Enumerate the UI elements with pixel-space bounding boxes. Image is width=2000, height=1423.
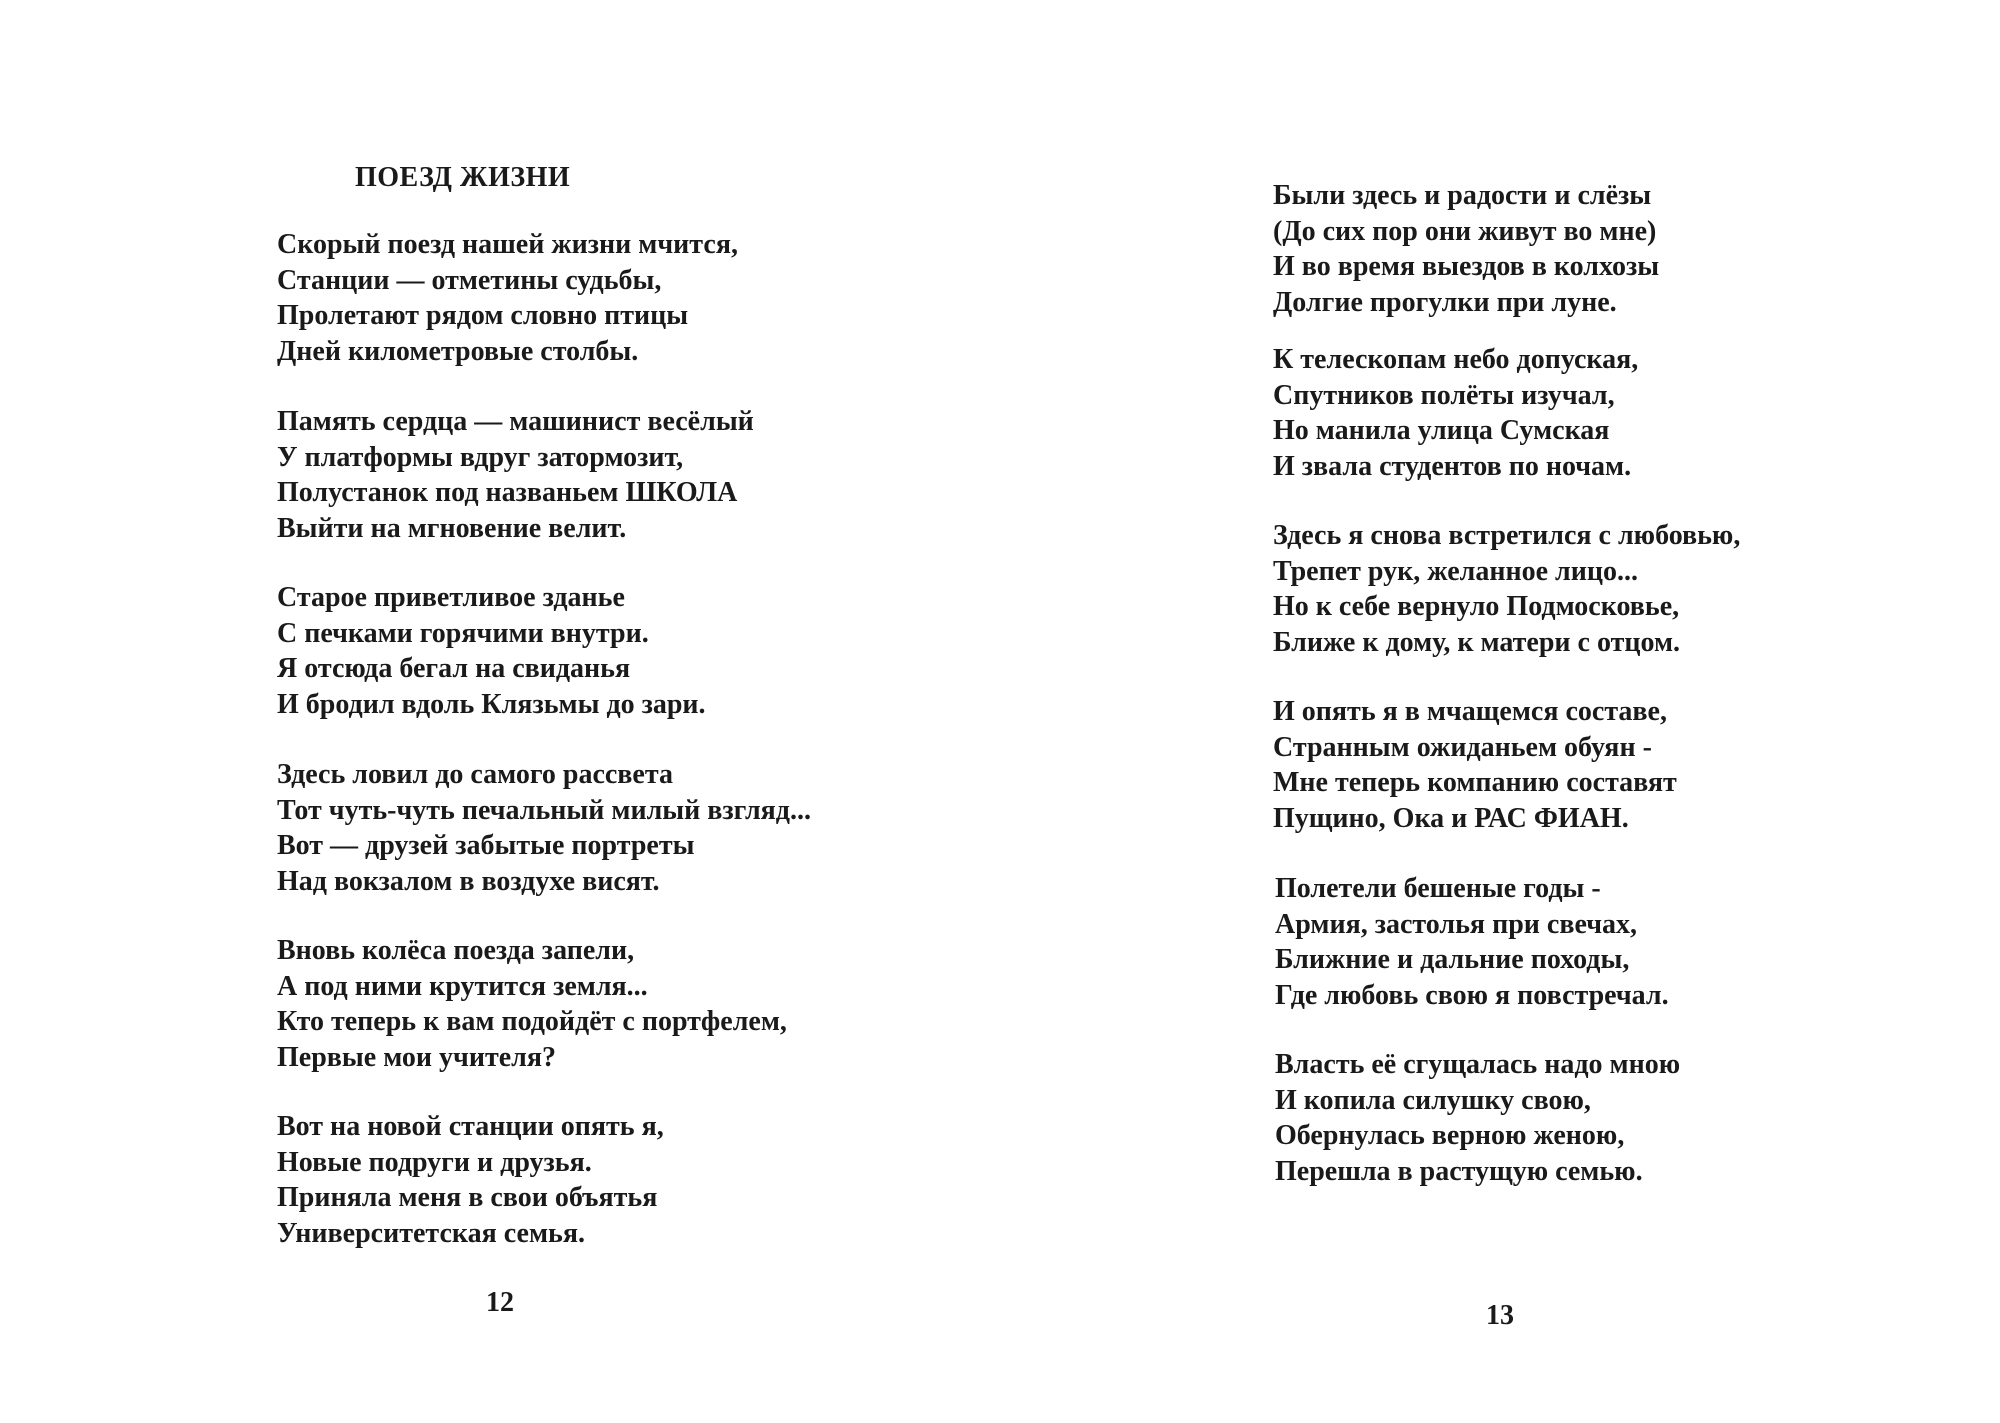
poem-line: Здесь я снова встретился с любовью, [1273,520,1741,551]
poem-line: Приняла меня в свои объятья [277,1182,658,1213]
poem-line: Скорый поезд нашей жизни мчится, [277,229,738,260]
poem-line: Университетская семья. [277,1217,585,1249]
poem-line: Кто теперь к вам подойдёт с портфелем, [277,1006,787,1037]
poem-line: И опять я в мчащемся составе, [1273,696,1667,727]
poem-line: Были здесь и радости и слёзы [1273,180,1652,211]
poem-line: Спутников полёты изучал, [1273,379,1615,411]
poem-line: Станции — отметины судьбы, [277,264,662,296]
poem-line: Власть её сгущалась надо мною [1275,1049,1681,1080]
poem-line: Ближе к дому, к матери с отцом. [1273,626,1681,658]
poem-line: Полетели бешеные годы - [1275,873,1601,904]
poem-line: И во время выездов в колхозы [1273,251,1660,282]
poem-line: Здесь ловил до самого рассвета [277,759,673,790]
stanza-4 [277,757,811,899]
poem-title: ПОЕЗД ЖИЗНИ [355,162,571,193]
stanza-6 [1275,1047,1680,1189]
poem-line: И звала студентов по ночам. [1273,450,1632,482]
poem-line: Пущино, Ока и РАС ФИАН. [1273,802,1629,834]
poem-line: Первые мои учителя? [277,1041,556,1073]
poem-line: И копила силушку свою, [1275,1084,1591,1116]
poem-line: У платформы вдруг затормозит, [277,441,684,473]
poem-line: Армия, застолья при свечах, [1275,908,1637,940]
poem-line: Вот на новой станции опять я, [277,1111,664,1142]
poem-line: Перешла в растущую семью. [1275,1155,1643,1187]
poem-line: (До сих пор они живут во мне) [1273,215,1657,247]
stanza-2 [1273,342,1638,484]
poem-line: А под ними крутится земля... [277,970,648,1002]
poem-line: Но к себе вернуло Подмосковье, [1273,591,1680,622]
poem-line: К телескопам небо допуская, [1273,344,1639,375]
page-number: 12 [486,1287,514,1318]
stanza-3 [277,580,706,722]
stanza-5 [1275,871,1669,1013]
poem-line: Мне теперь компанию составят [1273,767,1677,798]
poem-line: Вот — друзей забытые портреты [277,830,695,861]
poem-line: Старое приветливое зданье [277,582,625,613]
poem-line: Я отсюда бегал на свиданья [277,653,631,684]
poem-line: Память сердца — машинист весёлый [277,406,754,437]
right-page [1000,0,2000,1423]
poem-line: Обернулась верною женою, [1275,1120,1625,1151]
stanza-1 [1273,178,1659,320]
poem-line: Долгие прогулки при луне. [1273,286,1617,318]
poem-line: Тот чуть-чуть печальный милый взгляд... [277,794,811,826]
poem-line: Странным ожиданьем обуян - [1273,731,1652,763]
poem-line: Над вокзалом в воздухе висят. [277,865,660,897]
poem-line: Трепет рук, желанное лицо... [1273,555,1638,587]
poem-line: Пролетают рядом словно птицы [277,300,689,331]
stanza-1 [277,227,738,369]
poem-line: Где любовь свою я повстречал. [1275,979,1669,1011]
stanza-3 [1273,518,1740,660]
poem-line: Ближние и дальние походы, [1275,944,1630,975]
poem-line: Вновь колёса поезда запели, [277,935,635,966]
poem-line: Полустанок под названьем ШКОЛА [277,477,738,508]
page-number: 13 [1486,1300,1514,1331]
stanza-2 [277,404,754,546]
poem-line: Новые подруги и друзья. [277,1146,592,1178]
poem-line: И бродил вдоль Клязьмы до зари. [277,688,706,720]
stanza-5 [277,933,787,1075]
poem-line: Дней километровые столбы. [277,335,639,367]
stanza-4 [1273,694,1677,836]
poem-line: Но манила улица Сумская [1273,415,1610,446]
poem-line: Выйти на мгновение велит. [277,512,627,544]
stanza-6 [277,1109,664,1251]
poem-line: С печками горячими внутри. [277,617,649,649]
